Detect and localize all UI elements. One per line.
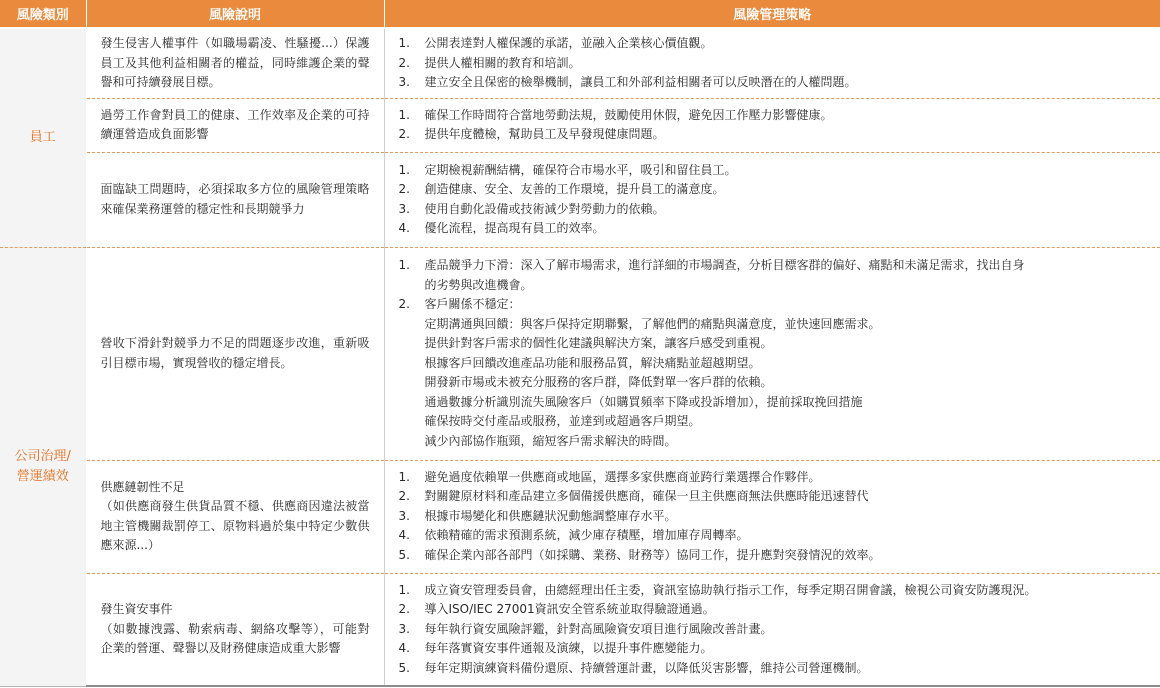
strategy-item-text: 客戶關係不穩定： bbox=[424, 297, 521, 311]
strategy-item-text: 公開表達對人權保護的承諾，並融入企業核心價值觀。 bbox=[424, 36, 713, 50]
strategy-item-text: 每年執行資安風險評鑑，針對高風險資安項目進行風險改善計畫。 bbox=[424, 621, 773, 636]
strategy-item-text: 根據市場變化和供應鏈狀況動態調整庫存水平。 bbox=[424, 508, 677, 523]
strategy-item bbox=[399, 639, 1160, 659]
strategy-item-number: 1. bbox=[398, 107, 410, 122]
header-risk-strategy: 風險管理策略 bbox=[384, 0, 1160, 28]
table-row bbox=[0, 247, 1160, 460]
strategy-item-text: 優化流程，提高現有員工的效率。 bbox=[424, 221, 605, 235]
strategy-item-number: 1. bbox=[398, 258, 410, 272]
strategy-item-number: 1. bbox=[398, 469, 410, 484]
description-text: 發生侵害人權事件（如職場霸凌、性騷擾...）保護員工及其他利益相關者的權益，同時維護企業的聲譽和可持續發展目標。 bbox=[100, 36, 370, 89]
strategy-item-number: 4. bbox=[398, 528, 410, 543]
strategy-item bbox=[399, 468, 1160, 488]
strategy-subitem: 定期溝通與回饋：與客戶保持定期聯繫，了解他們的痛點與滿意度，並快速回應需求。 bbox=[424, 316, 881, 331]
strategy-item-number: 4. bbox=[398, 641, 410, 655]
strategy-item bbox=[399, 487, 1160, 507]
strategy-item-number: 1. bbox=[398, 162, 410, 177]
strategy-item bbox=[399, 581, 1160, 601]
description-text: （如數據洩露、勒索病毒、網絡攻擊等），可能對企業的營運、聲譽以及財務健康造成重大影響 bbox=[100, 621, 370, 655]
strategy-subitem: 確保按時交付產品或服務，並達到或超過客戶期望。 bbox=[424, 414, 701, 428]
risk-description bbox=[86, 247, 384, 460]
strategy-subitem: 開發新市場或未被充分服務的客戶群，降低對單一客戶群的依賴。 bbox=[424, 375, 773, 389]
strategy-subitem: 提供針對客戶需求的個性化建議與解決方案，讓客戶感受到重視。 bbox=[424, 336, 773, 350]
table-row bbox=[0, 152, 1160, 247]
strategy-subitem: 的劣勢與改進機會。 bbox=[424, 277, 533, 292]
strategy-item-number: 5. bbox=[398, 660, 410, 675]
strategy-item-number: 2. bbox=[398, 55, 410, 70]
strategy-item-number: 3. bbox=[398, 201, 410, 216]
category-label-line: 公司治理/ bbox=[14, 448, 71, 464]
strategy-item-text: 對關鍵原材料和產品建立多個備援供應商，確保一旦主供應商無法供應時能迅速替代 bbox=[424, 489, 869, 504]
table-row bbox=[0, 98, 1160, 152]
risk-strategy bbox=[384, 28, 1160, 98]
description-text: 過勞工作會對員工的健康、工作效率及企業的可持續運營造成負面影響 bbox=[100, 107, 370, 141]
strategy-item bbox=[399, 219, 1160, 239]
strategy-item-text: 產品競爭力下滑：深入了解市場需求，進行詳細的市場調查，分析目標客群的偏好、痛點和未滿足需求，找出自身 bbox=[424, 258, 1025, 272]
strategy-item bbox=[399, 600, 1160, 620]
strategy-item-text: 提供人權相關的教育和培訓。 bbox=[424, 55, 581, 70]
strategy-item bbox=[399, 295, 1160, 315]
risk-description bbox=[86, 573, 384, 686]
strategy-item-text: 每年定期演練資料備份還原、持續營運計畫，以降低災害影響，維持公司營運機制。 bbox=[424, 660, 869, 675]
strategy-item-number: 5. bbox=[398, 547, 410, 562]
risk-description bbox=[86, 460, 384, 573]
strategy-item-number: 2. bbox=[398, 489, 410, 504]
strategy-item bbox=[399, 34, 1160, 54]
table-row bbox=[0, 573, 1160, 686]
risk-strategy bbox=[384, 460, 1160, 573]
strategy-item-number: 3. bbox=[398, 508, 410, 523]
strategy-item-text: 導入ISO/IEC 27001資訊安全管系統並取得驗證通過。 bbox=[424, 602, 715, 616]
strategy-item-number: 3. bbox=[398, 621, 410, 636]
strategy-item-text: 確保工作時間符合當地勞動法規，鼓勵使用休假，避免因工作壓力影響健康。 bbox=[424, 107, 833, 122]
strategy-item bbox=[399, 180, 1160, 200]
risk-description bbox=[86, 98, 384, 152]
description-text: 發生資安事件 bbox=[100, 602, 173, 616]
category-employee bbox=[0, 28, 86, 247]
strategy-item-text: 建立安全且保密的檢舉機制，讓員工和外部利益相關者可以反映潛在的人權問題。 bbox=[424, 75, 857, 89]
risk-strategy bbox=[384, 152, 1160, 247]
risk-strategy bbox=[384, 573, 1160, 686]
table-row bbox=[0, 28, 1160, 98]
risk-description bbox=[86, 152, 384, 247]
header-risk-category: 風險類別 bbox=[0, 0, 86, 28]
strategy-item bbox=[399, 73, 1160, 93]
strategy-item-number: 2. bbox=[398, 602, 410, 616]
strategy-item bbox=[399, 526, 1160, 546]
strategy-item-text: 創造健康、安全、友善的工作環境，提升員工的滿意度。 bbox=[424, 182, 725, 196]
strategy-item-text: 成立資安管理委員會，由總經理出任主委，資訊室協助執行指示工作，每季定期召開會議，檢視公司資安防護現況。 bbox=[424, 582, 1037, 597]
category-label bbox=[0, 447, 86, 487]
strategy-item-number: 1. bbox=[398, 36, 410, 50]
category-governance bbox=[0, 247, 86, 686]
strategy-item-text: 每年落實資安事件通報及演練，以提升事件應變能力。 bbox=[424, 641, 713, 655]
strategy-item-text: 定期檢視薪酬結構，確保符合市場水平，吸引和留住員工。 bbox=[424, 162, 737, 177]
strategy-item bbox=[399, 106, 1160, 126]
strategy-item bbox=[399, 125, 1160, 145]
strategy-item bbox=[399, 256, 1160, 276]
strategy-item-number: 1. bbox=[398, 582, 410, 597]
strategy-item bbox=[399, 54, 1160, 74]
strategy-item-text: 確保企業內部各部門（如採購、業務、財務等）協同工作，提升應對突發情況的效率。 bbox=[424, 547, 881, 562]
strategy-item bbox=[399, 507, 1160, 527]
risk-strategy bbox=[384, 98, 1160, 152]
strategy-item-text: 使用自動化設備或技術減少對勞動力的依賴。 bbox=[424, 201, 665, 216]
table-header-row bbox=[0, 0, 1160, 28]
strategy-item-text: 提供年度體檢，幫助員工及早發現健康問題。 bbox=[424, 127, 665, 141]
description-text: （如供應商發生供貨品質不穩、供應商因違法被當地主管機關裁罰停工、原物料過於集中特定少數供應來源...） bbox=[100, 499, 370, 552]
description-text: 供應鏈韌性不足 bbox=[100, 479, 185, 494]
table-row bbox=[0, 460, 1160, 573]
description-text: 營收下滑針對競爭力不足的問題逐步改進，重新吸引目標市場，實現營收的穩定增長。 bbox=[100, 336, 370, 370]
strategy-item-number: 3. bbox=[398, 75, 410, 89]
strategy-subitem: 通過數據分析識別流失風險客戶（如購買頻率下降或投訴增加），提前採取挽回措施 bbox=[424, 394, 863, 409]
strategy-item bbox=[399, 200, 1160, 220]
strategy-item bbox=[399, 659, 1160, 679]
strategy-item-number: 2. bbox=[398, 182, 410, 196]
strategy-subitem: 根據客戶回饋改進產品功能和服務品質，解決痛點並超越期望。 bbox=[424, 355, 761, 370]
strategy-item-number: 2. bbox=[398, 127, 410, 141]
strategy-item-text: 避免過度依賴單一供應商或地區，選擇多家供應商並跨行業選擇合作夥伴。 bbox=[424, 469, 821, 484]
strategy-item-number: 2. bbox=[398, 297, 410, 311]
description-text: 面臨缺工問題時，必須採取多方位的風險管理策略來確保業務運營的穩定性和長期競爭力 bbox=[100, 182, 370, 216]
risk-strategy bbox=[384, 247, 1160, 460]
category-label: 員工 bbox=[29, 129, 56, 145]
strategy-subitem: 減少內部協作瓶頸，縮短客戶需求解決的時間。 bbox=[424, 433, 677, 448]
risk-description bbox=[86, 28, 384, 98]
strategy-item-number: 4. bbox=[398, 221, 410, 235]
strategy-item bbox=[399, 161, 1160, 181]
category-label-line: 營運績效 bbox=[16, 468, 69, 484]
strategy-item bbox=[399, 620, 1160, 640]
strategy-item-text: 依賴精確的需求預測系統，減少庫存積壓，增加庫存周轉率。 bbox=[424, 528, 749, 543]
strategy-item bbox=[399, 546, 1160, 566]
header-risk-description: 風險說明 bbox=[86, 0, 384, 28]
